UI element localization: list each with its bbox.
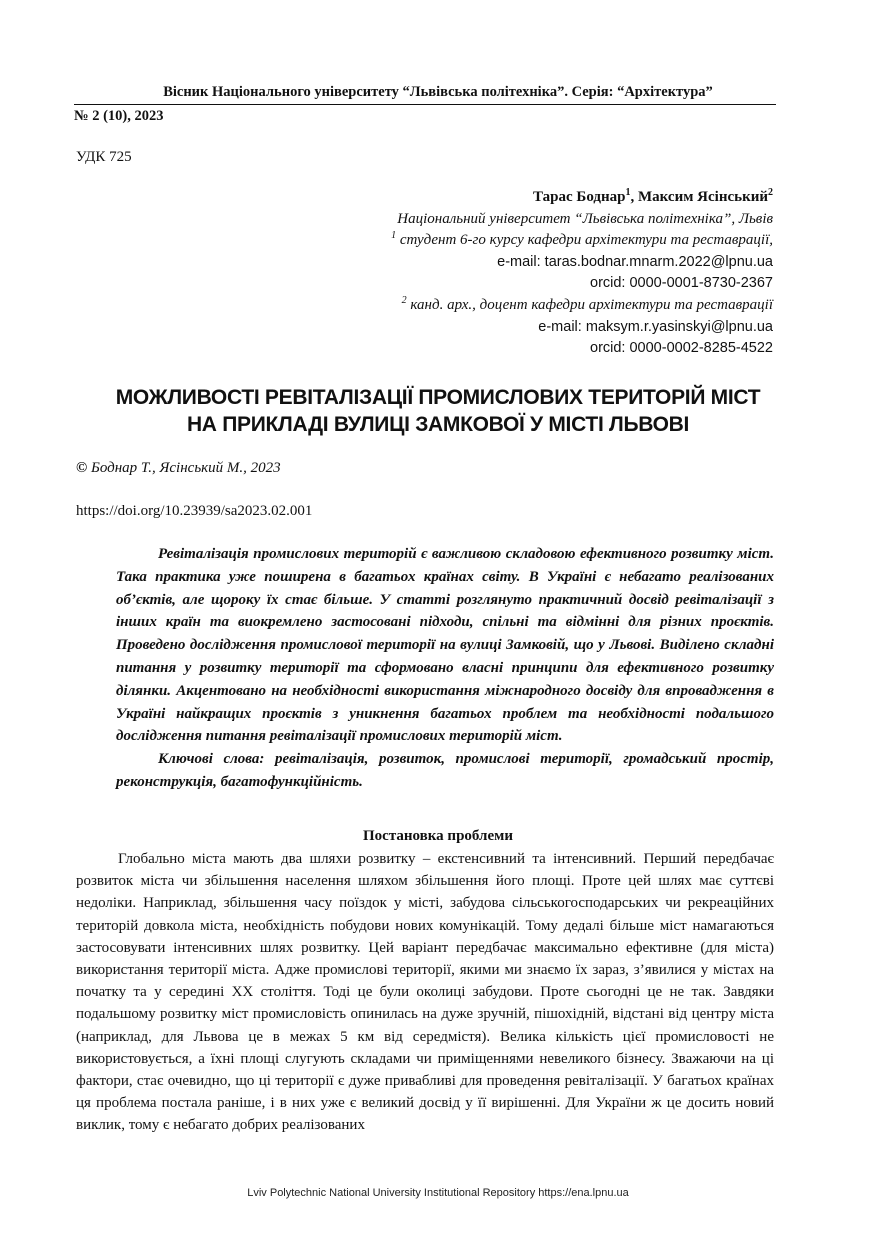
author1-position-sup: 1 xyxy=(391,230,397,242)
author1-position: студент 6-го курсу кафедри архітектури та реставрації, xyxy=(399,232,773,249)
header-rule xyxy=(74,104,776,105)
copyright-text: Боднар Т., Ясінський М., 2023 xyxy=(87,460,281,476)
article-title-line1: МОЖЛИВОСТІ РЕВІТАЛІЗАЦІЇ ПРОМИСЛОВИХ ТЕРИТОРІЙ МІСТ xyxy=(115,386,761,409)
author1-email[interactable]: e-mail: taras.bodnar.mnarm.2022@lpnu.ua xyxy=(497,253,773,270)
copyright xyxy=(76,460,281,477)
repository-footer: Lviv Polytechnic National University Institutional Repository https://ena.lpnu.ua xyxy=(247,1187,629,1199)
author2-position: канд. арх., доцент кафедри архітектури та реставрації xyxy=(410,296,773,313)
author1-superscript: 1 xyxy=(625,187,631,198)
keywords: Ключові слова: ревіталізація, розвиток, промислові території, громадський простір, реконструкція, багатофункційність. xyxy=(116,751,774,790)
author2-superscript: 2 xyxy=(768,187,773,198)
udk-code: УДК 725 xyxy=(76,149,132,165)
author1-orcid: orcid: 0000-0001-8730-2367 xyxy=(590,275,773,292)
abstract-text: Ревіталізація промислових територій є важливою складовою ефективного розвитку міст. Така практика уже поширена в багатьох країнах світу. В Україні є небагато реалізованих об’єктів, але щороку їх стає більше. У статті розглянуто практичний досвід ревіталізації з інших країн та виокремлено застосовані підходи, спільні та відмінні для різних проєктів. Проведено дослідження промислової території на вулиці Замковій, що у Львові. Виділено складні питання у розвитку території та сформовано власні принципи для ефективного розвитку ділянки. Акцентовано на необхідності використання міжнародного досвіду для впровадження в Україні найкращих проєктів з уникнення багатьох проблем та необхідності подальшого дослідження питання ревіталізації промислових територій міст. xyxy=(116,546,774,745)
author2-position-line xyxy=(213,295,773,317)
author2-email[interactable]: e-mail: maksym.r.yasinskyi@lpnu.ua xyxy=(538,318,773,335)
issue-number: № 2 (10), 2023 xyxy=(74,108,164,124)
author2-position-sup: 2 xyxy=(401,294,407,306)
section-heading: Постановка проблеми xyxy=(363,828,513,844)
author1-position-line xyxy=(213,230,773,252)
abstract xyxy=(116,543,774,794)
article-title-line2: НА ПРИКЛАДІ ВУЛИЦІ ЗАМКОВОЇ У МІСТІ ЛЬВОВІ xyxy=(186,413,690,436)
institution: Національний університет “Львівська політехніка”, Львів xyxy=(397,210,773,227)
body-text xyxy=(76,848,774,1137)
author2-name: Максим Ясінський xyxy=(637,189,768,205)
article-title xyxy=(0,384,876,438)
author2-orcid: orcid: 0000-0002-8285-4522 xyxy=(590,340,773,357)
copyright-symbol: © xyxy=(76,460,88,476)
journal-title: Вісник Національного університету “Львівська політехніка”. Серія: “Архітектура” xyxy=(163,84,713,100)
doi-link[interactable]: https://doi.org/10.23939/sa2023.02.001 xyxy=(76,503,313,519)
author-names xyxy=(213,187,773,209)
author1-name: Тарас Боднар xyxy=(533,189,626,205)
body-paragraph: Глобально міста мають два шляхи розвитку – екстенсивний та інтенсивний. Перший передбачає розвиток міста чи збільшення населення шляхом збільшення його площі. Проте цей шлях має суттєві недоліки. Наприклад, збільшення часу поїздок у місті, забудова сільськогосподарських чи рекреаційних територій довкола міста, необхідність побудови нових комунікацій. Тому дедалі більше міст намагаються застосовувати інтенсивних шлях розвитку. Цей варіант передбачає максимально ефективне (для міста) використання території міста. Адже промислові території, якими ми знаємо їх зараз, з’явилися у містах на початку та у середині ХХ століття. Тоді це були околиці забудови. Проте сьогодні це не так. Завдяки подальшому розвитку міст промисловість опинилась на дуже зручній, пішохідній, відстані від центру міста (наприклад, для Львова це в межах 5 км від середмістя). Велика кількість цієї промисловості не використовується, а їхні площі слугують складами чи приміщеннями невеликого бізнесу. Зважаючи на ці фактори, стає очевидно, що ці території є дуже привабливі для проведення ревіталізації. У багатьох країнах ця проблема постала раніше, і в них уже є великий досвід у її вирішенні. Для України ж це досить новий виклик, тому є небагато добрих реалізованих xyxy=(76,851,774,1134)
author-info xyxy=(213,187,773,360)
author-separator: , xyxy=(630,189,638,205)
